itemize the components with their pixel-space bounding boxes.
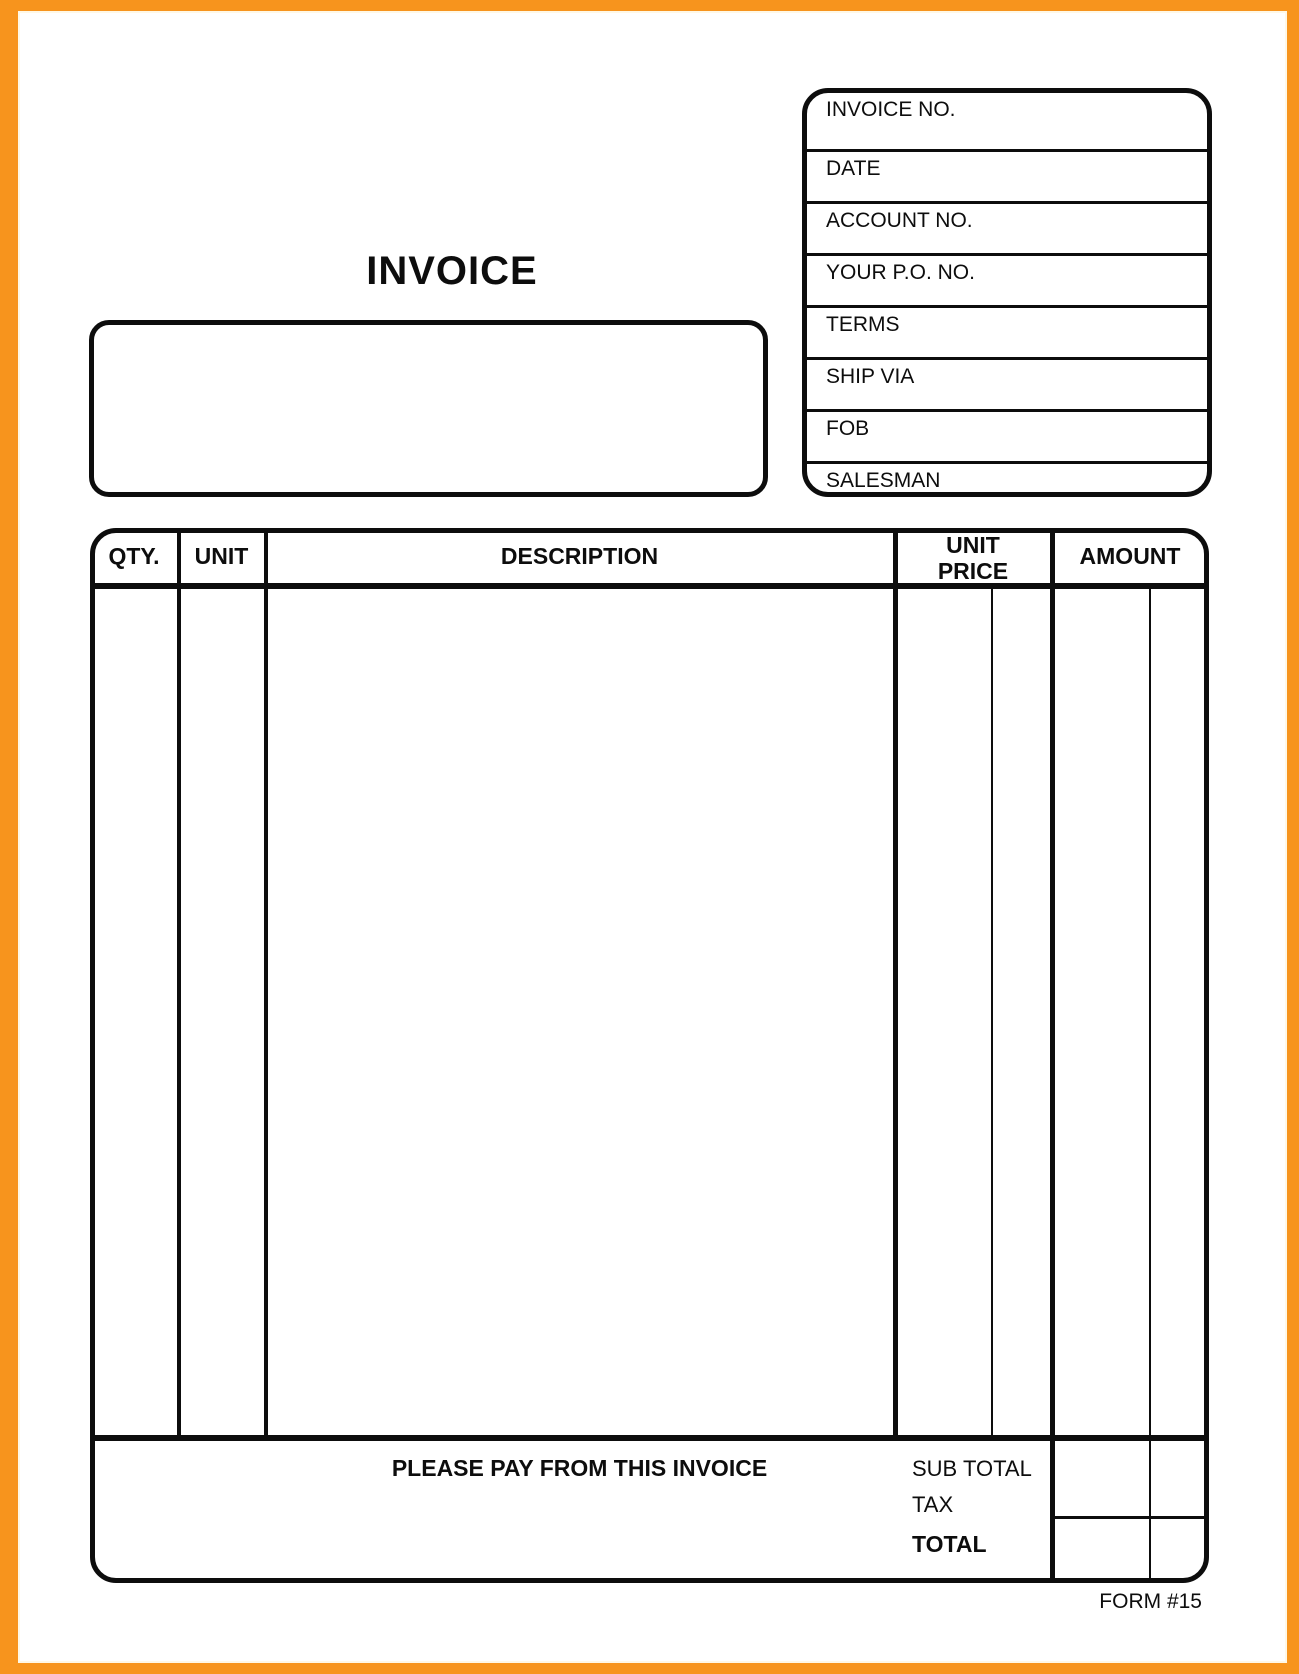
field-label-salesman: SALESMAN (826, 468, 941, 492)
subtotal-tax-value-box[interactable] (1055, 1441, 1207, 1516)
subtotal-label: SUB TOTAL (912, 1456, 1032, 1481)
description-column-input-area[interactable] (268, 591, 893, 1435)
field-row-salesman[interactable] (807, 461, 1207, 492)
column-header-amount: AMOUNT (1079, 543, 1181, 569)
column-header-qty: QTY. (108, 543, 160, 569)
field-row-terms[interactable] (807, 305, 1207, 357)
column-header-unit: UNIT (194, 543, 249, 569)
total-value-box[interactable] (1055, 1519, 1207, 1580)
qty-column-input-area[interactable] (92, 591, 177, 1435)
unit-column-input-area[interactable] (181, 591, 264, 1435)
form-number: FORM #15 (1099, 1590, 1202, 1613)
invoice-header-fields-table (802, 88, 1212, 497)
column-header-unit-price (895, 532, 1051, 584)
field-row-your-po-no[interactable] (807, 253, 1207, 305)
field-label-ship-via: SHIP VIA (826, 364, 915, 388)
unit-price-column-input-area[interactable] (898, 591, 1050, 1435)
field-row-account-no[interactable] (807, 201, 1207, 253)
field-label-terms: TERMS (826, 312, 900, 336)
column-header-description: DESCRIPTION (500, 543, 659, 569)
field-label-invoice-no: INVOICE NO. (826, 98, 956, 121)
field-label-date: DATE (826, 156, 881, 180)
column-header-unit-price-line2: PRICE (937, 558, 1009, 584)
field-row-date[interactable] (807, 149, 1207, 201)
field-row-fob[interactable] (807, 409, 1207, 461)
amount-column-input-area[interactable] (1055, 591, 1207, 1435)
page-title: INVOICE (366, 249, 538, 293)
column-header-unit-price-line1: UNIT (946, 532, 1000, 558)
field-label-fob: FOB (826, 416, 870, 440)
field-label-account-no: ACCOUNT NO. (826, 208, 973, 232)
field-label-your-po-no: YOUR P.O. NO. (826, 260, 975, 284)
bill-to-box[interactable] (89, 320, 768, 497)
total-label: TOTAL (912, 1531, 987, 1557)
field-row-ship-via[interactable] (807, 357, 1207, 409)
table-body-end-rule (92, 1435, 1207, 1441)
field-row-invoice-no[interactable] (807, 93, 1207, 149)
pay-note: PLEASE PAY FROM THIS INVOICE (391, 1455, 768, 1481)
tax-label: TAX (912, 1492, 954, 1517)
